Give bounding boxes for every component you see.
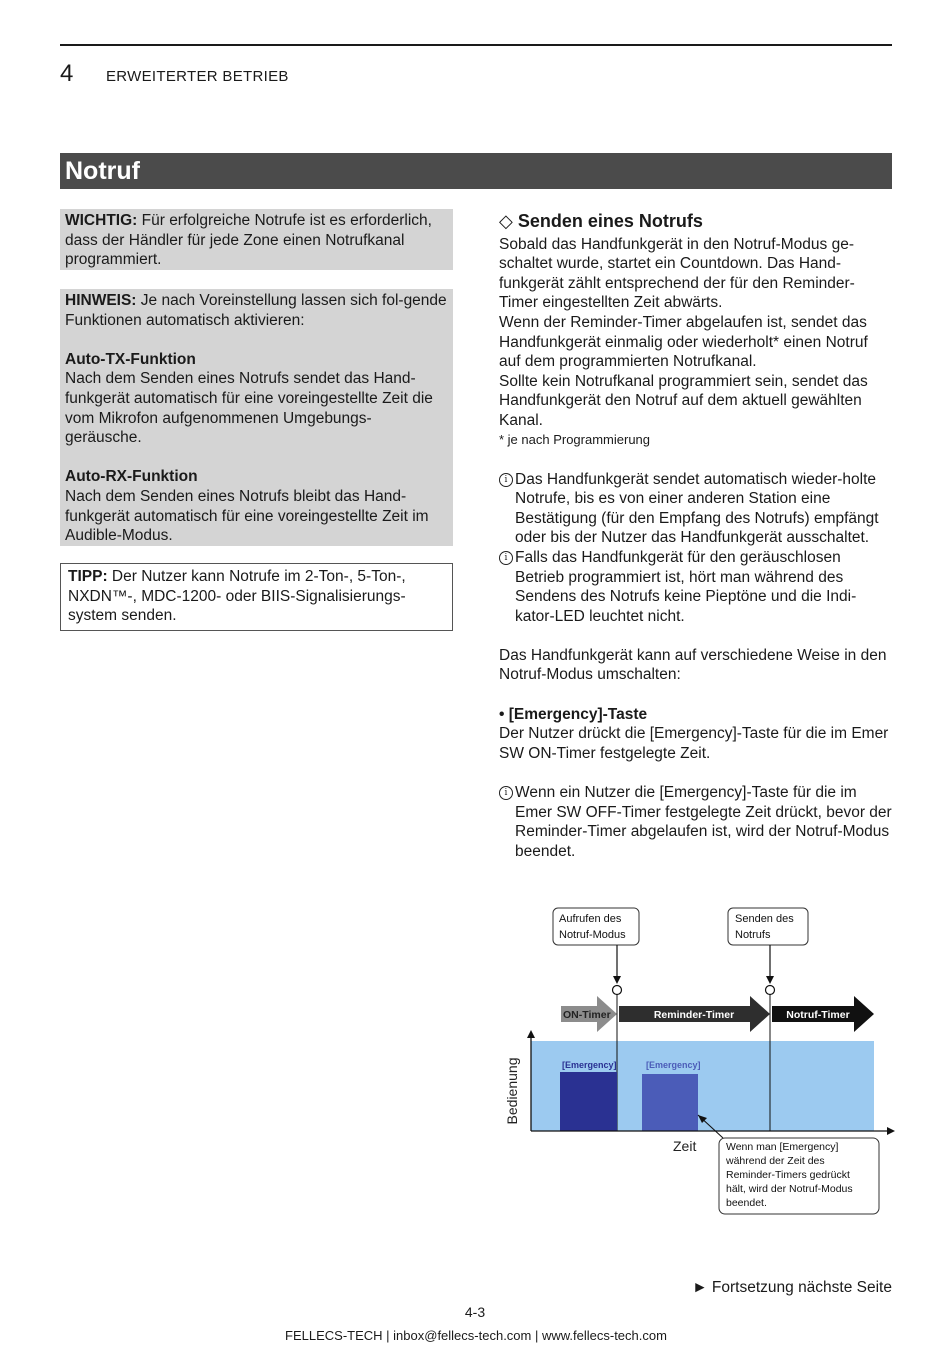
emergency-bar-1 (560, 1072, 617, 1131)
section-title: Notruf (65, 157, 140, 185)
note-line-1: Wenn man [Emergency] (726, 1141, 839, 1153)
top-rule (60, 44, 892, 46)
info-icon: i (499, 551, 513, 565)
callout-send-line2: Notrufs (735, 929, 771, 941)
page-footer: FELLECS-TECH | inbox@fellecs-tech.com | www.fellecs-tech.com (285, 1328, 667, 1343)
x-axis-label: Zeit (673, 1138, 697, 1154)
info-note-1 (499, 470, 892, 548)
callout-send-line1: Senden des (735, 913, 794, 925)
timing-diagram (495, 900, 895, 1220)
info-icon: i (499, 473, 513, 487)
chapter-title: ERWEITERTER BETRIEB (106, 68, 289, 85)
auto-tx-text: Nach dem Senden eines Notrufs sendet das Hand-funkgerät automatisch für eine voreingestellte Zeit die vom Mikrofon aufgenommenen Umgebungs-geräusche. (65, 370, 433, 447)
hinweis-text: Je nach Voreinstellung lassen sich fol-gende Funktionen automatisch aktivieren: (65, 292, 447, 329)
bullet-text: Der Nutzer drückt die [Emergency]-Taste für die im Emer SW ON-Timer festgelegte Zeit. (499, 725, 889, 762)
info-note-3 (499, 783, 892, 861)
section-title-bar (60, 153, 892, 189)
page-number: 4-3 (464, 1304, 486, 1320)
info-note-2-text: Falls das Handfunkgerät für den geräuschlosen Betrieb programmiert ist, hört man während des Sendens des Notrufs keine Pieptöne und die Indi-kator-LED leuchtet nicht. (515, 548, 857, 625)
right-column (499, 212, 892, 861)
tipp-text: Der Nutzer kann Notrufe im 2-Ton-, 5-Ton-, NXDN™-, MDC-1200- oder BIIS-Signalisierungs-system senden. (68, 568, 406, 625)
marker-send (766, 986, 775, 995)
auto-rx-text: Nach dem Senden eines Notrufs bleibt das Hand-funkgerät automatisch für eine voreingestellte Zeit im Audible-Modus. (65, 487, 429, 545)
note-line-5: beendet. (726, 1197, 767, 1209)
emergency-bar-2 (642, 1074, 698, 1131)
note-line-2: während der Zeit des (726, 1155, 825, 1167)
x-axis-arrowhead (887, 1127, 895, 1135)
phase-notruf-label: Notruf-Timer (786, 1009, 850, 1021)
callout-send-arrowhead (766, 976, 774, 984)
bullet-heading: • [Emergency]-Taste (499, 705, 648, 723)
paragraph-1: Sobald das Handfunkgerät in den Notruf-Modus ge-schaltet wurde, startet ein Countdown. Das Hand-funkgerät zählt entsprechend der für den Reminder-Timer eingestellten Zeit abwärts. (499, 235, 855, 312)
info-note-1-text: Das Handfunkgerät sendet automatisch wieder-holte Notrufe, bis es von einer anderen Station eine Bestätigung (für den Empfang des Notrufs) empfängt oder bis der Nutzer das Handfunkgerät ausschaltet. (515, 470, 879, 547)
y-axis-arrowhead (527, 1030, 535, 1038)
wichtig-label: WICHTIG: (65, 212, 138, 229)
note-line-3: Reminder-Timers gedrückt (726, 1169, 850, 1181)
continue-indicator: ► Fortsetzung nächste Seite (692, 1279, 892, 1296)
tipp-label: TIPP: (68, 568, 108, 585)
phase-reminder-label: Reminder-Timer (653, 1009, 735, 1021)
auto-tx-heading: Auto-TX-Funktion (65, 350, 196, 368)
paragraph-3: Sollte kein Notrufkanal programmiert sein, sendet das Handfunkgerät den Notruf auf dem aktuell gewählten Kanal. (499, 372, 868, 429)
footnote: * je nach Programmierung (499, 431, 651, 447)
tipp-box (60, 563, 453, 631)
phase-on-label: ON-Timer (563, 1009, 611, 1021)
wichtig-text: Für erfolgreiche Notrufe ist es erforderlich, dass der Händler für jede Zone einen Notrufkanal programmiert. (65, 212, 432, 269)
callout-enter-arrowhead (613, 976, 621, 984)
paragraph-2: Wenn der Reminder-Timer abgelaufen ist, sendet das Handfunkgerät einmalig oder wiederholt* einen Notruf auf dem programmierten Notrufkanal. (499, 313, 868, 371)
info-note-2 (499, 548, 892, 626)
emergency-bar-1-label: [Emergency] (562, 1060, 617, 1070)
callout-enter-line2: Notruf-Modus (559, 929, 626, 941)
callout-enter-line1: Aufrufen des (559, 913, 622, 925)
emergency-bar-2-label: [Emergency] (646, 1060, 701, 1070)
wichtig-box (60, 209, 453, 270)
paragraph-4: Das Handfunkgerät kann auf verschiedene Weise in den Notruf-Modus umschalten: (499, 646, 887, 684)
marker-enter (613, 986, 622, 995)
subsection-heading: ◇ Senden eines Notrufs (499, 211, 703, 231)
hinweis-box (60, 289, 453, 546)
hinweis-label: HINWEIS: (65, 292, 137, 309)
info-note-3-text: Wenn ein Nutzer die [Emergency]-Taste für die im Emer SW OFF-Timer festgelegte Zeit drückt, bevor der Reminder-Timer abgelaufen ist, wird der Notruf-Modus beendet. (515, 784, 892, 860)
note-line-4: hält, wird der Notruf-Modus (726, 1183, 853, 1195)
auto-rx-heading: Auto-RX-Funktion (65, 468, 198, 486)
y-axis-label: Bedienung (504, 1057, 520, 1125)
info-icon: i (499, 786, 513, 800)
chapter-number: 4 (60, 60, 74, 87)
